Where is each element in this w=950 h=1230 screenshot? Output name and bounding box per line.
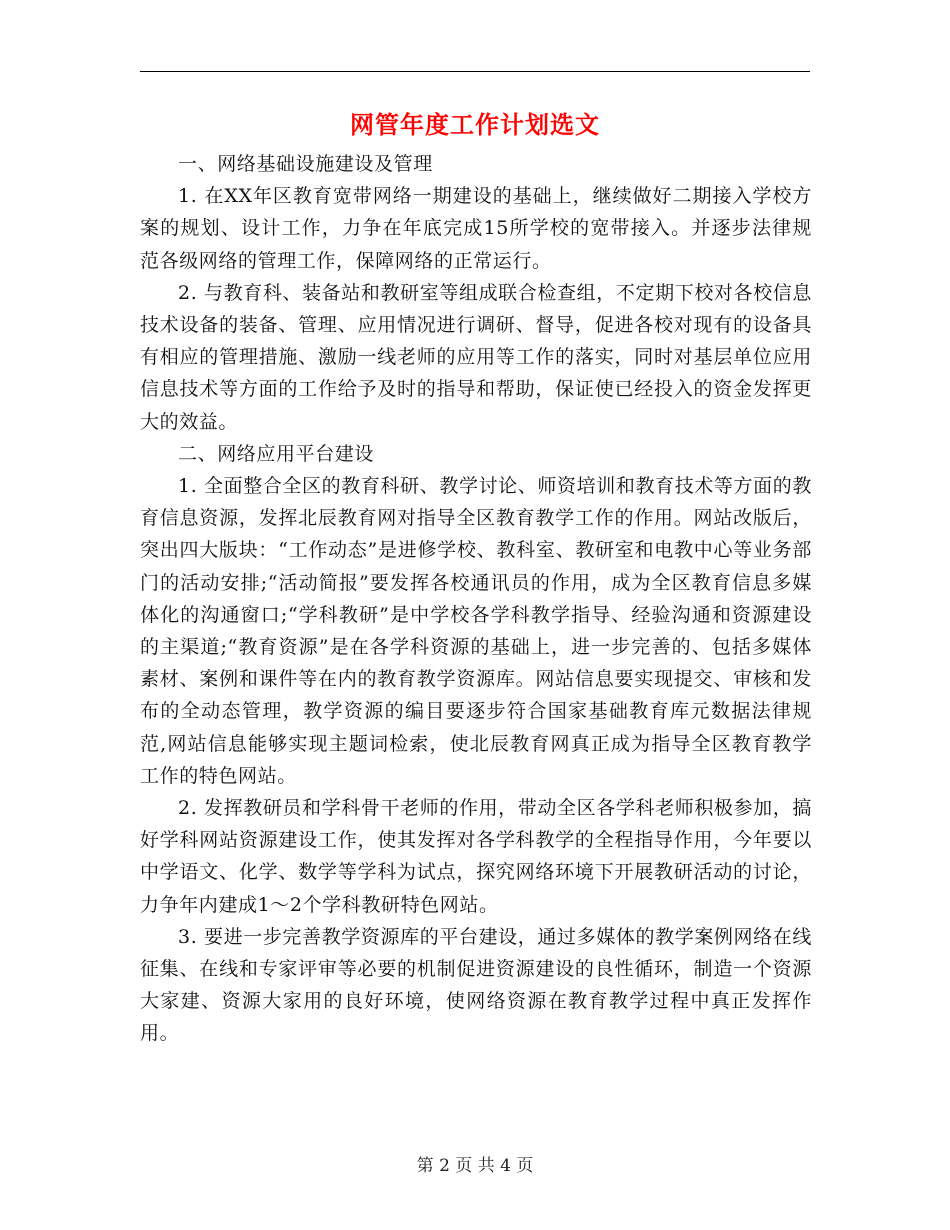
section-heading-1: 一、网络基础设施建设及管理	[178, 153, 433, 175]
paragraph-2-1: 1. 全面整合全区的教育科研、教学讨论、师资培训和教育技术等方面的教育信息资源，发挥北辰教育网对指导全区教育教学工作的作用。网站改版后，突出四大版块：“工作动态”是进修学校、教科室、教研室和电教中心等业务部门的活动安排;“活动简报”要发挥各校通讯员的作用，成为全区教育信息多媒体化的沟通窗口;“学科教研”是中学校各学科教学指导、经验沟通和资源建设的主渠道;“教育资源”是在各学科资源的基础上，进一步完善的、包括多媒体素材、案例和课件等在内的教育教学资源库。网站信息要实现提交、审核和发布的全动态管理，教学资源的编目要逐步符合国家基础教育库元数据法律规范,网站信息能够实现主题词检索，使北辰教育网真正成为指导全区教育教学工作的特色网站。	[140, 475, 812, 787]
paragraph-2-2: 2. 发挥教研员和学科骨干老师的作用，带动全区各学科老师积极参加，搞好学科网站资源建设工作，使其发挥对各学科教学的全程指导作用，今年要以中学语文、化学、数学等学科为试点，探究网络环境下开展教研活动的讨论，力争年内建成1～2个学科教研特色网站。	[140, 797, 812, 916]
paragraph-1-1: 1. 在XX年区教育宽带网络一期建设的基础上，继续做好二期接入学校方案的规划、设计工作，力争在年底完成15所学校的宽带接入。并逐步法律规范各级网络的管理工作，保障网络的正常运行。	[140, 185, 812, 272]
document-title: 网管年度工作计划选文	[350, 110, 600, 139]
paragraph-1-2: 2. 与教育科、装备站和教研室等组成联合检查组，不定期下校对各校信息技术设备的装备、管理、应用情况进行调研、督导，促进各校对现有的设备具有相应的管理措施、激励一线老师的应用等工作的落实，同时对基层单位应用信息技术等方面的工作给予及时的指导和帮助，保证使已经投入的资金发挥更大的效益。	[140, 281, 812, 433]
section-heading-2: 二、网络应用平台建设	[178, 442, 375, 465]
page-number-footer: 第 2 页 共 4 页	[416, 1156, 534, 1176]
paragraph-2-3: 3. 要进一步完善教学资源库的平台建设，通过多媒体的教学案例网络在线征集、在线和专家评审等必要的机制促进资源建设的良性循环，制造一个资源大家建、资源大家用的良好环境，使网络资源在教育教学过程中真正发挥作用。	[140, 925, 812, 1045]
document-body	[140, 148, 812, 1050]
header-rule	[140, 71, 810, 72]
